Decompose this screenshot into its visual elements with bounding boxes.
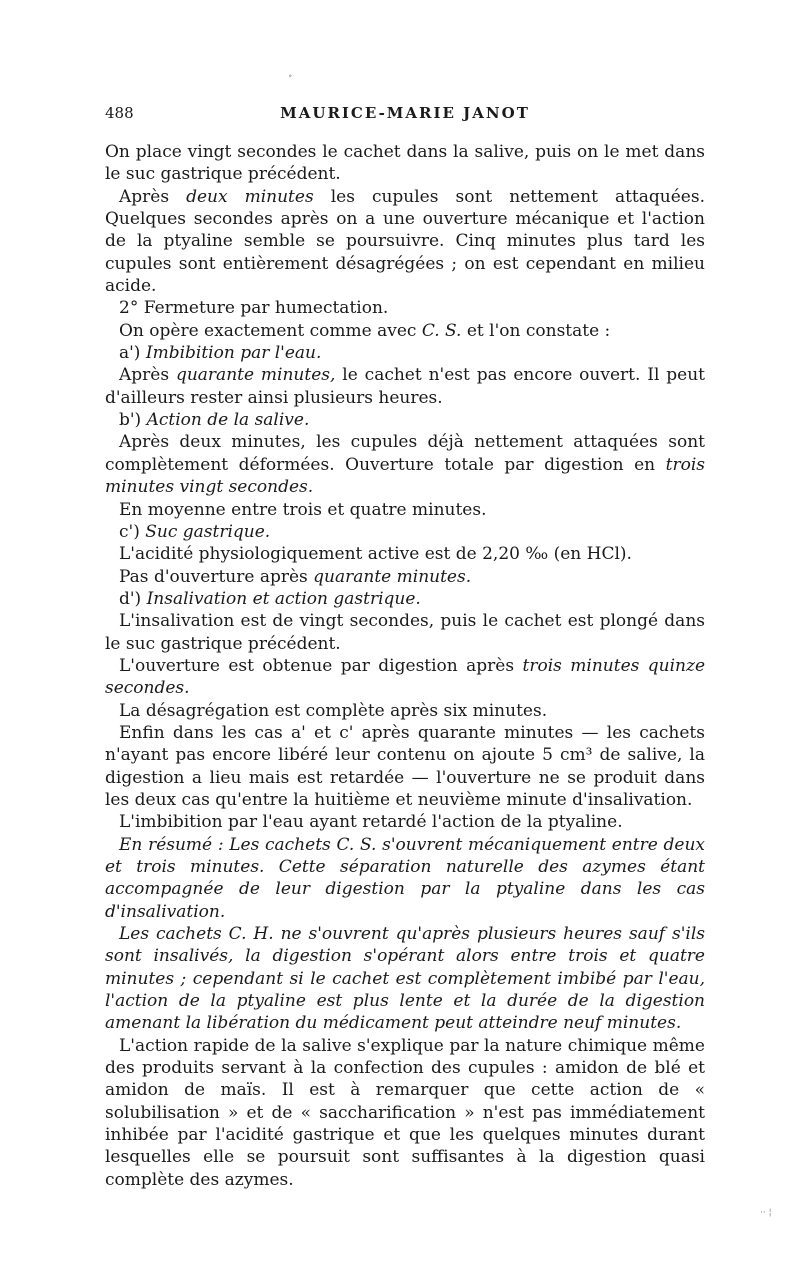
paragraph: Après deux minutes, les cupules déjà nettement attaquées sont complètement déformées. Ouverture totale par digestion en trois minutes vingt secondes.	[105, 432, 705, 498]
page-header	[105, 104, 705, 128]
subsection-heading: a') Imbibition par l'eau.	[119, 343, 322, 364]
ink-mark: ˚	[288, 76, 293, 86]
paragraph: L'insalivation est de vingt secondes, puis le cachet est plongé dans le suc gastrique précédent.	[105, 611, 705, 654]
paragraph: L'imbibition par l'eau ayant retardé l'action de la ptyaline.	[119, 812, 623, 833]
paragraph: Pas d'ouverture après quarante minutes.	[119, 566, 472, 587]
summary-paragraph: Les cachets C. H. ne s'ouvrent qu'après plusieurs heures sauf s'ils sont insalivés, la digestion s'opérant alors entre trois et quatre minutes ; cependant si le cachet est complètement imbibé par l'eau, l'action de la ptyaline est plus lente et la durée de la digestion amenant la libération du médicament peut atteindre neuf minutes.	[105, 924, 705, 1034]
paragraph: On opère exactement comme avec C. S. et l'on constate :	[119, 320, 611, 341]
paragraph: L'action rapide de la salive s'explique par la nature chimique même des produits servant à la confection des cupules : amidon de blé et amidon de maïs. Il est à remarquer que cette action de « solubilisation » et de « saccharification » n'est pas immédiatement inhibée par l'acidité gastrique et que les quelques minutes durant lesquelles elle se poursuit sont suffisantes à la digestion quasi complète des azymes.	[105, 1035, 705, 1190]
paragraph: L'acidité physiologiquement active est de 2,20 ‰ (en HCl).	[119, 544, 632, 565]
subsection-heading: b') Action de la salive.	[119, 410, 310, 431]
subsection-heading: c') Suc gastrique.	[119, 521, 271, 542]
paragraph: L'ouverture est obtenue par digestion après trois minutes quinze secondes.	[105, 655, 706, 699]
paragraph: En moyenne entre trois et quatre minutes.	[119, 499, 487, 520]
summary-paragraph: En résumé : Les cachets C. S. s'ouvrent mécaniquement entre deux et trois minutes. Cette séparation naturelle des azymes étant accompagnée de leur digestion par la ptyaline dans les cas d'insalivation.	[105, 834, 705, 922]
paragraph: Après quarante minutes, le cachet n'est pas encore ouvert. Il peut d'ailleurs rester ainsi plusieurs heures.	[105, 365, 706, 408]
subsection-heading: d') Insalivation et action gastrique.	[119, 588, 421, 609]
paragraph: Enfin dans les cas a' et c' après quarante minutes — les cachets n'ayant pas encore libéré leur contenu on ajoute 5 cm³ de salive, la digestion a lieu mais est retardée — l'ouverture ne se produit dans les deux cas qu'entre la huitième et neuvième minute d'insalivation.	[105, 722, 705, 810]
paragraph: On place vingt secondes le cachet dans la salive, puis on le met dans le suc gastrique précédent.	[105, 142, 705, 185]
paragraph: Après deux minutes les cupules sont nettement attaquées. Quelques secondes après on a une ouverture mécanique et l'action de la ptyaline semble se poursuivre. Cinq minutes plus tard les cupules sont entièrement désagrégées ; on est cependant en milieu acide.	[105, 186, 705, 297]
ink-mark: ·· ¦	[760, 1208, 772, 1218]
page-number: 488	[105, 104, 134, 122]
paragraph: La désagrégation est complète après six minutes.	[119, 700, 548, 721]
body-text	[105, 141, 705, 1191]
section-heading: 2° Fermeture par humectation.	[119, 298, 389, 319]
running-title: MAURICE-MARIE JANOT	[280, 104, 530, 122]
